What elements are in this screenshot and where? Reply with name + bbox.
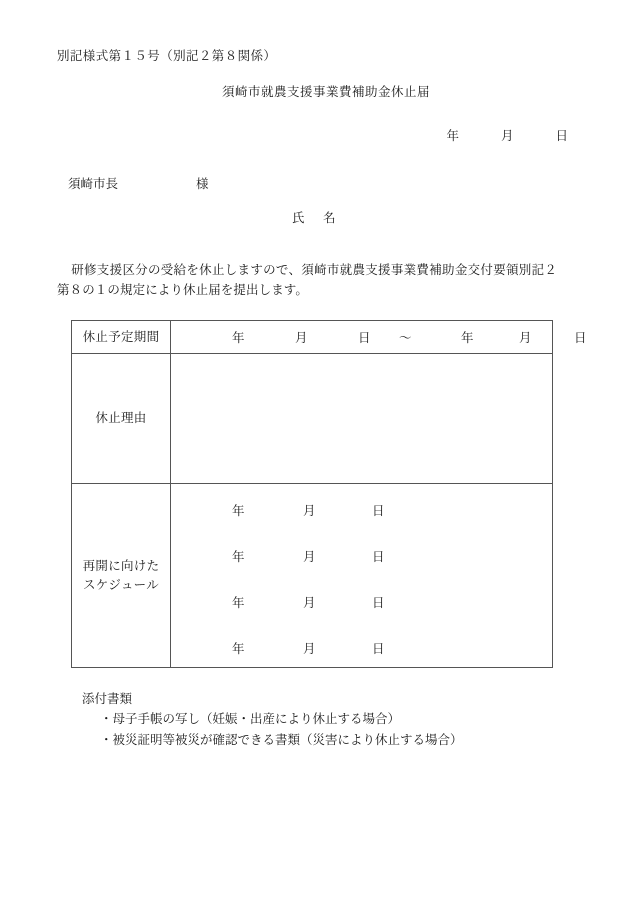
document-title: 須崎市就農支援事業費補助金休止届: [221, 84, 430, 99]
schedule-month-label: 月: [303, 595, 316, 610]
schedule-year-label: 年: [232, 595, 245, 610]
period-end-day-label: 日: [574, 330, 587, 345]
period-end-month-label: 月: [519, 330, 532, 345]
schedule-label-line1: 再開に向けた: [82, 558, 160, 574]
attachments-title: 添付書類: [82, 691, 133, 706]
schedule-value-cell[interactable]: [171, 484, 553, 668]
schedule-year-label: 年: [232, 503, 245, 518]
schedule-month-label: 月: [303, 549, 316, 564]
body-paragraph-text: 研修支援区分の受給を休止しますので、須崎市就農支援事業費補助金交付要領別記２第８の１の規定により休止届を提出します。: [57, 262, 557, 298]
period-label-cell: 休止予定期間: [72, 321, 171, 354]
date-line: [447, 126, 568, 144]
schedule-row-list: [171, 484, 552, 667]
recipient-name: 須崎市長: [68, 176, 119, 191]
schedule-label-line2: スケジュール: [82, 576, 160, 592]
attachments-section: [82, 689, 463, 750]
period-end-year-label: 年: [461, 330, 474, 345]
schedule-label-cell: [72, 484, 171, 668]
schedule-day-label: 日: [372, 503, 385, 518]
schedule-month-label: 月: [303, 641, 316, 656]
period-start-day-label: 日: [358, 330, 371, 345]
schedule-day-label: 日: [372, 595, 385, 610]
schedule-year-label: 年: [232, 641, 245, 656]
form-number: 別記様式第１５号（別記２第８関係）: [57, 48, 277, 63]
attachment-item: ・被災証明等被災が確認できる書類（災害により休止する場合）: [100, 731, 463, 747]
table-row-reason: [72, 354, 553, 484]
date-day-label: 日: [555, 128, 568, 143]
form-table: [71, 320, 587, 668]
signer-name-label: 氏 名: [292, 210, 339, 225]
reason-label-cell: 休止理由: [72, 354, 171, 484]
period-start-month-label: 月: [295, 330, 308, 345]
date-year-label: 年: [446, 128, 460, 143]
table-row-schedule: [72, 484, 553, 668]
period-value-cell[interactable]: [171, 321, 587, 354]
schedule-year-label: 年: [232, 549, 245, 564]
period-start-year-label: 年: [232, 330, 245, 345]
body-paragraph: [57, 260, 557, 301]
reason-value-cell[interactable]: [171, 354, 553, 484]
schedule-day-label: 日: [372, 641, 385, 656]
schedule-day-label: 日: [372, 549, 385, 564]
schedule-entry-row[interactable]: [171, 588, 552, 634]
schedule-month-label: 月: [303, 503, 316, 518]
schedule-entry-row[interactable]: [171, 496, 552, 542]
period-range-mark: ～: [399, 330, 412, 345]
recipient-honorific: 様: [196, 176, 209, 191]
schedule-entry-row[interactable]: [171, 542, 552, 588]
attachment-item: ・母子手帳の写し（妊娠・出産により休止する場合）: [100, 711, 401, 727]
table-row-period: [72, 321, 553, 354]
addressee-line: [68, 174, 209, 192]
date-month-label: 月: [501, 128, 514, 143]
schedule-entry-row[interactable]: [171, 634, 552, 680]
period-value-row: [171, 321, 587, 353]
